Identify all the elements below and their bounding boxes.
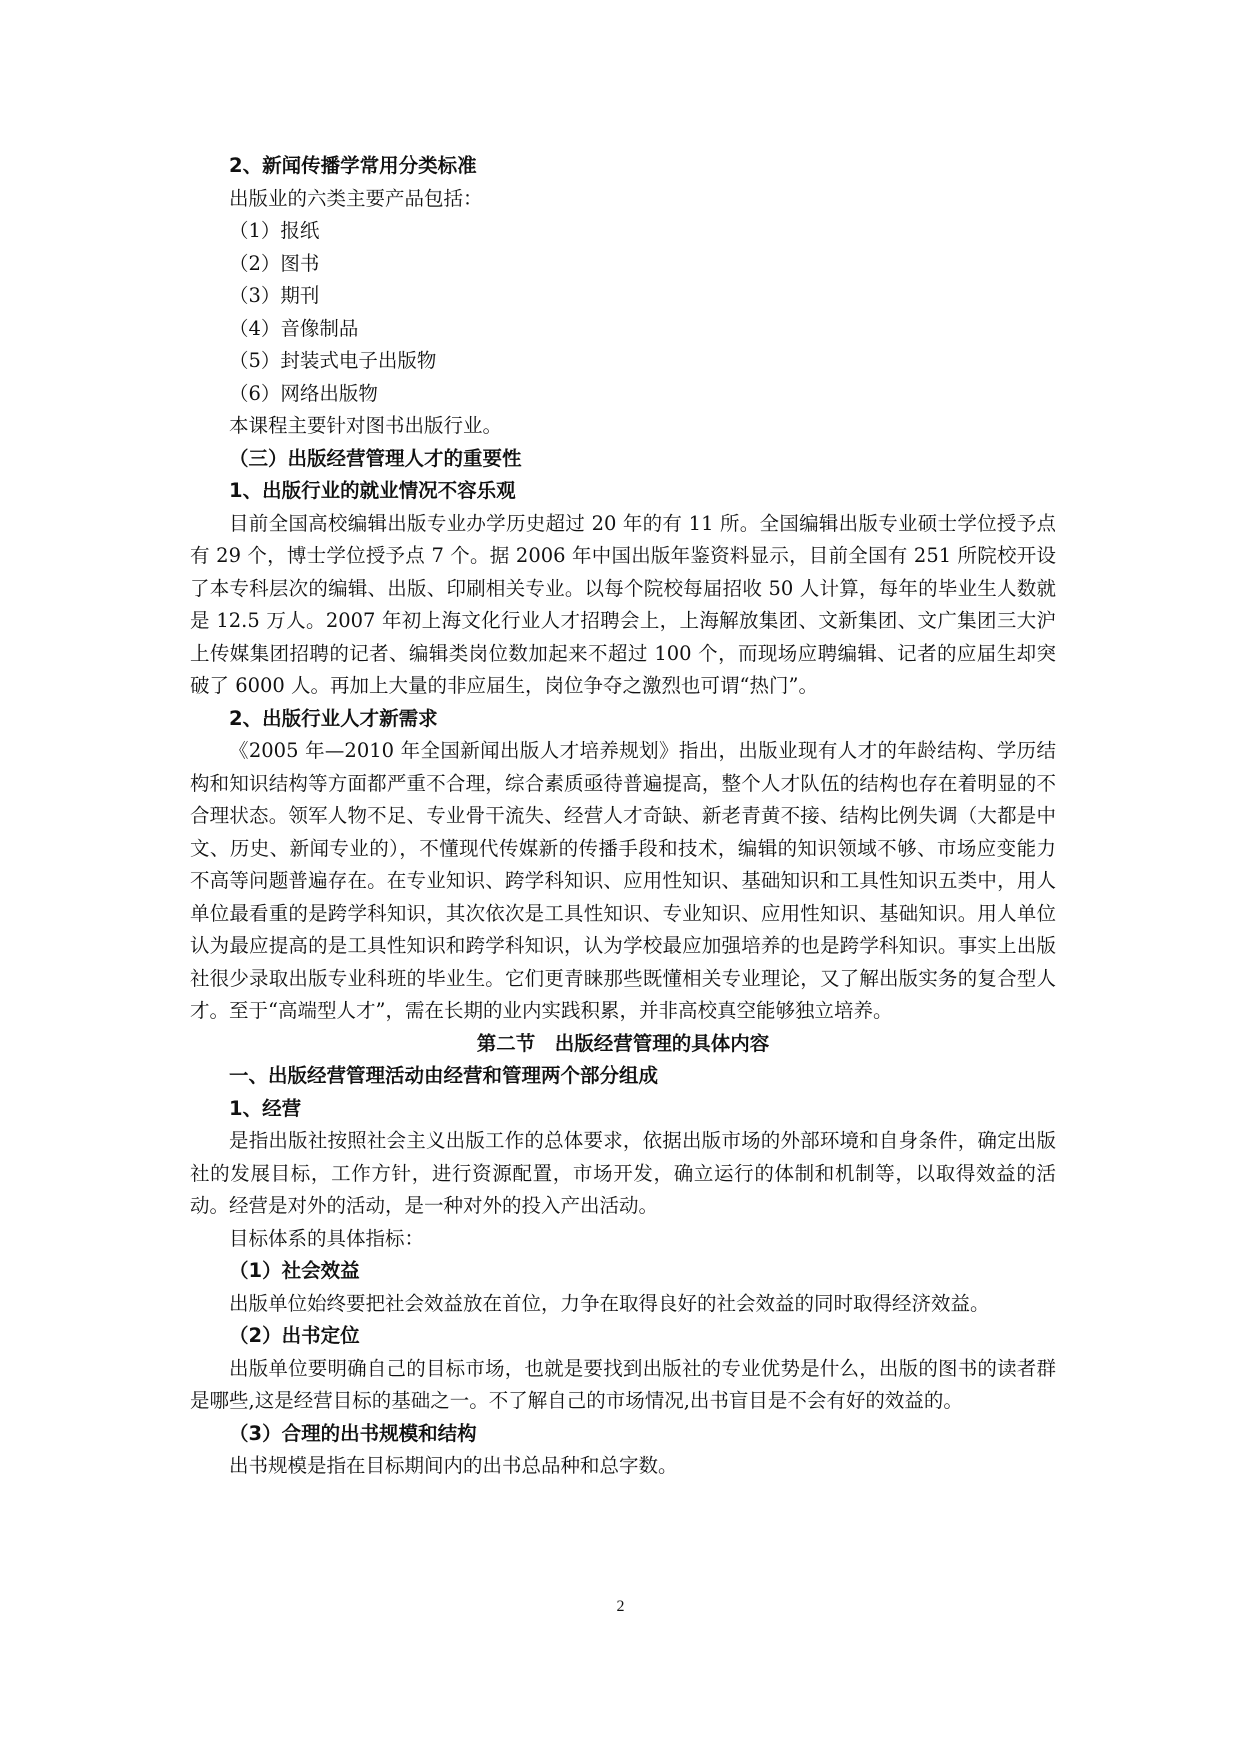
heading-employment-situation: 1、出版行业的就业情况不容乐观: [229, 479, 516, 502]
heading-positioning: （2）出书定位: [229, 1324, 360, 1347]
text-line: 目标体系的具体指标：: [229, 1226, 425, 1250]
heading-scale-structure: （3）合理的出书规模和结构: [229, 1421, 477, 1445]
list-item-packaged-e-publications: （5）封装式电子出版物: [229, 349, 437, 372]
heading-operation: 1、经营: [229, 1096, 302, 1120]
heading-talent-importance: （三）出版经营管理人才的重要性: [229, 446, 522, 470]
paragraph-employment: 目前全国高校编辑出版专业办学历史超过 20 年的有 11 所。全国编辑出版专业硕士学位授予点有 29 个，博士学位授予点 7 个。据 2006 年中国出版年鉴资料显示，目前全国有 251 所院校开设了本专科层次的编辑、出版、印刷相关专业。以每个院校每届招收 50 人计算，每年的毕业生人数就是 12.5 万人。2007 年初上海文化行业人才招聘会上，上海解放集团、文新集团、文广集团三大沪上传媒集团招聘的记者、编辑类岗位数加起来不超过 100 个，而现场应聘编辑、记者的应届生却突破了 6000 人。再加上大量的非应届生，岗位争夺之激烈也可谓“热门”。: [190, 511, 1056, 697]
heading-talent-needs: 2、出版行业人才新需求: [229, 706, 438, 730]
list-item-audio-video: （4）音像制品: [229, 316, 359, 340]
paragraph-social-benefit: 出版单位始终要把社会效益放在首位，力争在取得良好的社会效益的同时取得经济效益。: [229, 1291, 990, 1315]
page-number: 2: [616, 1598, 625, 1615]
list-item-newspaper: （1）报纸: [229, 219, 320, 242]
list-item-online-publications: （6）网络出版物: [229, 381, 378, 405]
heading-social-benefit: （1）社会效益: [229, 1259, 360, 1282]
paragraph-positioning: 出版单位要明确自己的目标市场，也就是要找到出版社的专业优势是什么，出版的图书的读者群是哪些,这是经营目标的基础之一。不了解自己的市场情况,出书盲目是不会有好的效益的。: [190, 1356, 1056, 1412]
paragraph-operation: 是指出版社按照社会主义出版工作的总体要求，依据出版市场的外部环境和自身条件，确定出版社的发展目标，工作方针，进行资源配置，市场开发，确立运行的体制和机制等，以取得效益的活动。经营是对外的活动，是一种对外的投入产出活动。: [190, 1129, 1056, 1217]
list-item-periodicals: （3）期刊: [229, 284, 320, 307]
text-line: 本课程主要针对图书出版行业。: [229, 414, 503, 437]
heading-two-parts: 一、出版经营管理活动由经营和管理两个部分组成: [229, 1064, 659, 1087]
list-item-books: （2）图书: [229, 251, 320, 275]
paragraph-scale: 出书规模是指在目标期间内的出书总品种和总字数。: [229, 1454, 678, 1477]
section-title: 第二节 出版经营管理的具体内容: [476, 1031, 770, 1055]
page-content: [190, 150, 1056, 1483]
paragraph-talent-needs: 《2005 年—2010 年全国新闻出版人才培养规划》指出，出版业现有人才的年龄结构、学历结构和知识结构等方面都严重不合理，综合素质亟待普遍提高，整个人才队伍的结构也存在着明显的不合理状态。领军人物不足、专业骨干流失、经营人才奇缺、新老青黄不接、结构比例失调（大都是中文、历史、新闻专业的），不懂现代传媒新的传播手段和技术，编辑的知识领域不够、市场应变能力不高等问题普遍存在。在专业知识、跨学科知识、应用性知识、基础知识和工具性知识五类中，用人单位最看重的是跨学科知识，其次依次是工具性知识、专业知识、应用性知识、基础知识。用人单位认为最应提高的是工具性知识和跨学科知识，认为学校最应加强培养的也是跨学科知识。事实上出版社很少录取出版专业科班的毕业生。它们更青睐那些既懂相关专业理论，又了解出版实务的复合型人才。至于“高端型人才”，需在长期的业内实践积累，并非高校真空能够独立培养。: [190, 739, 1056, 1022]
heading-classification-standard: 2、新闻传播学常用分类标准: [229, 154, 477, 177]
text-line: 出版业的六类主要产品包括：: [229, 186, 483, 210]
